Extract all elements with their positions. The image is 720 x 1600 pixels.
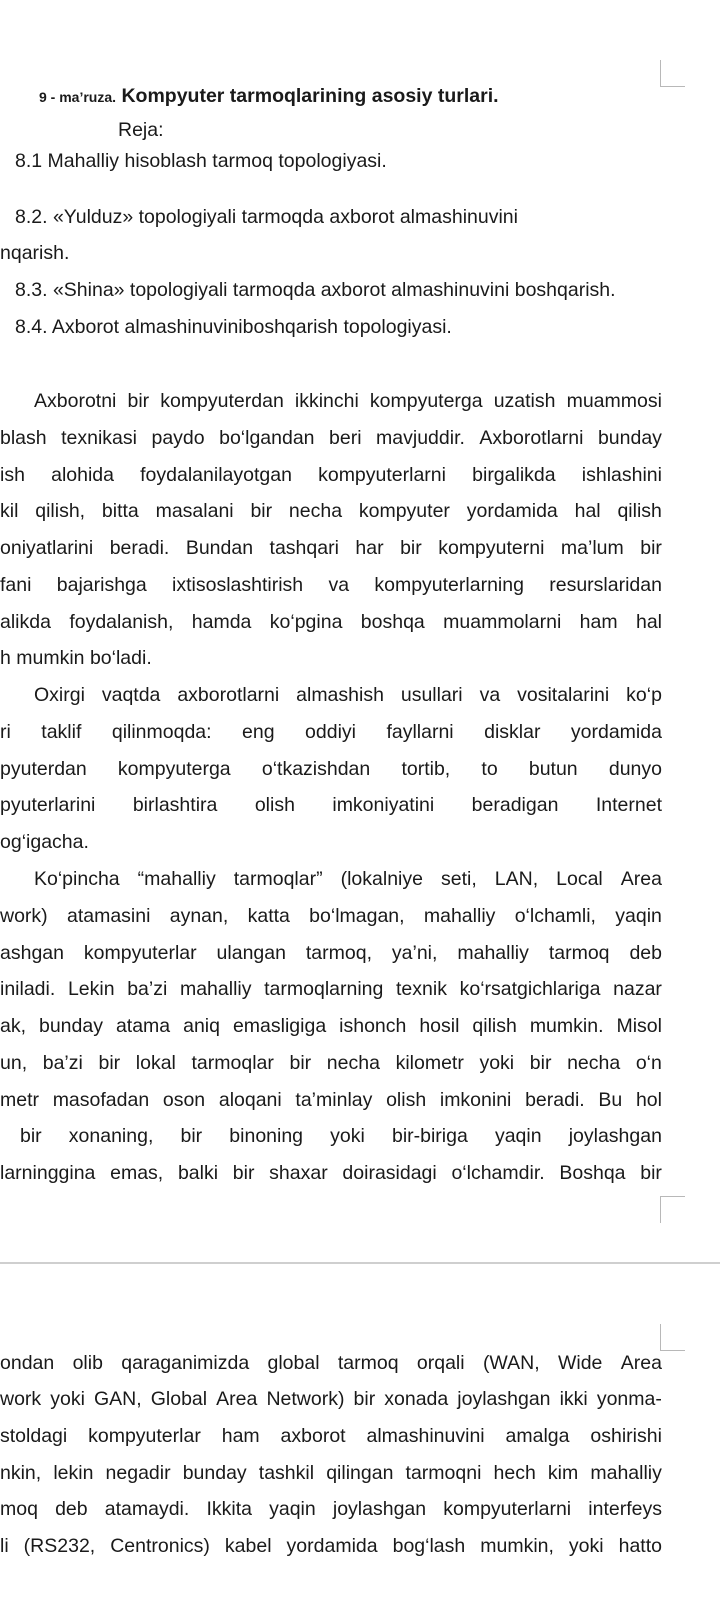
word: oddiyi (305, 721, 356, 743)
word: Centronics) (110, 1535, 210, 1557)
word: bir (289, 1052, 312, 1074)
word: muammosi (566, 390, 662, 412)
body-line (0, 609, 662, 635)
body-line (34, 388, 662, 414)
document-page-2 (0, 1264, 720, 1600)
word: mumkin, (480, 1535, 554, 1557)
word: alohida (51, 464, 114, 486)
body-line (0, 1050, 662, 1076)
word: to (481, 758, 498, 780)
word: aynan, (169, 905, 229, 927)
word: Bu (598, 1089, 623, 1111)
plan-item: 8.1 Mahalliy hisoblash tarmoq topologiyasi. (15, 150, 387, 172)
word: yaqin (494, 1125, 542, 1147)
word: Axborotlarni (479, 427, 584, 449)
word: Area (620, 1352, 662, 1374)
word: emasligiga (232, 1015, 327, 1037)
word: un, (0, 1052, 28, 1074)
word: va (479, 684, 501, 706)
word: kompyuterlar (88, 1425, 201, 1447)
plan-label: Reja: (118, 119, 164, 141)
word: negadir (105, 1462, 171, 1484)
word: metr (0, 1089, 39, 1111)
word: kompyuterga (117, 758, 231, 780)
word: joylashgan (568, 1125, 662, 1147)
body-line: h mumkin bo‘ladi. (0, 647, 152, 669)
word: kompyuterlarni (443, 1498, 572, 1520)
word: mavjuddir. (376, 427, 465, 449)
word: imkonini (439, 1089, 512, 1111)
word: global (267, 1352, 320, 1374)
word: bog‘lash (392, 1535, 466, 1557)
word: atamasini (66, 905, 151, 927)
word: work) (0, 905, 48, 927)
page-corner-mark (660, 1196, 685, 1223)
body-line (0, 1496, 662, 1522)
word: larninggina (0, 1162, 96, 1184)
word: necha (326, 1052, 380, 1074)
word: LAN, (494, 868, 539, 890)
word: bunday (38, 1015, 103, 1037)
word: joylashgan (332, 1498, 427, 1520)
word: Network) (266, 1388, 345, 1410)
word: fayllarni (386, 721, 454, 743)
word: xonada (384, 1388, 449, 1410)
word: hosil (419, 1015, 460, 1037)
word: seti, (440, 868, 477, 890)
word: ishlashini (581, 464, 662, 486)
word: foydalanilayotgan (140, 464, 292, 486)
word: tarmoqni (405, 1462, 482, 1484)
word: bir (250, 500, 273, 522)
word: axborotlarni (177, 684, 280, 706)
body-line (0, 756, 662, 782)
word: bir (98, 1052, 121, 1074)
word: hal (635, 611, 662, 633)
word: pyuterdan (0, 758, 87, 780)
lecture-number: 9 - ma’ruza. (39, 89, 117, 105)
word: binoning (229, 1125, 304, 1147)
word: ko‘p (626, 684, 662, 706)
body-line (0, 425, 662, 451)
plan-item: 8.4. Axborot almashinuviniboshqarish topologiyasi. (15, 316, 452, 338)
word: ba’zi (127, 978, 168, 1000)
word: o‘n (635, 1052, 662, 1074)
word: hal (574, 500, 601, 522)
word: almashish (296, 684, 384, 706)
word: necha (288, 500, 343, 522)
word: mahalliy (590, 1462, 662, 1484)
word: beradi. (525, 1089, 585, 1111)
word: mahalliy (179, 978, 252, 1000)
word: qilinmoqda: (111, 721, 212, 743)
word: atamaydi. (104, 1498, 190, 1520)
word: Area (620, 868, 662, 890)
word: kompyuterlar (83, 942, 197, 964)
word: tarmoqlar (191, 1052, 274, 1074)
word: texnik (396, 978, 447, 1000)
body-line (0, 1423, 662, 1449)
word: bo‘lgandan (219, 427, 315, 449)
word: tarmoqlar” (233, 868, 323, 890)
word: bunday (182, 1462, 247, 1484)
word: ham (221, 1425, 260, 1447)
page-corner-mark (660, 60, 685, 87)
body-line (0, 1533, 662, 1559)
word: lokal (135, 1052, 176, 1074)
word: deb (55, 1498, 88, 1520)
word: Boshqa (559, 1162, 626, 1184)
word: qilingan (326, 1462, 394, 1484)
word: tarmoq (337, 1352, 399, 1374)
word: Misol (616, 1015, 662, 1037)
word: yordamida (286, 1535, 378, 1557)
word: tarmoq (548, 942, 610, 964)
word: amalga (505, 1425, 570, 1447)
word: tarmoq, (305, 942, 372, 964)
word: yoki (50, 1388, 85, 1410)
body-line (0, 1386, 662, 1412)
word: Axborotni (34, 390, 117, 412)
word: texnikasi (61, 427, 137, 449)
word: tortib, (401, 758, 451, 780)
word: Local (556, 868, 603, 890)
word: va (328, 574, 350, 596)
word: li (0, 1535, 9, 1557)
word: qaraganimizda (121, 1352, 250, 1374)
word: taklif (41, 721, 82, 743)
page-corner-mark (660, 1324, 685, 1351)
word: bajarishga (56, 574, 147, 596)
word: o‘lchamli, (514, 905, 596, 927)
word: butun (528, 758, 578, 780)
word: Area (216, 1388, 258, 1410)
word: oniyatlarini (0, 537, 94, 559)
word: Bundan (185, 537, 254, 559)
word: bo‘lmagan, (309, 905, 405, 927)
word: olib (72, 1352, 103, 1374)
word: bir (180, 1125, 203, 1147)
word: bir (640, 1162, 662, 1184)
word: doirasidagi (342, 1162, 437, 1184)
word: o‘tkazishdan (261, 758, 371, 780)
word: Global (150, 1388, 208, 1410)
word: olish (254, 794, 295, 816)
word: bitta (101, 500, 139, 522)
word: xonaning, (68, 1125, 154, 1147)
word: Oxirgi (34, 684, 85, 706)
body-line: og‘igacha. (0, 831, 89, 853)
word: iniladi. (0, 978, 56, 1000)
word: bunday (597, 427, 662, 449)
body-line (0, 498, 662, 524)
word: ikki (559, 1388, 588, 1410)
word: ashgan (0, 942, 64, 964)
word: Ko‘pincha (34, 868, 120, 890)
word: qilish (617, 500, 662, 522)
word: o‘lchamdir. (451, 1162, 545, 1184)
word: interfeys (588, 1498, 662, 1520)
word: dunyo (608, 758, 662, 780)
body-line (0, 462, 662, 488)
body-line (0, 572, 662, 598)
word: ish (0, 464, 25, 486)
word: boshqa (360, 611, 425, 633)
word: almashinuvini (366, 1425, 485, 1447)
word: alikda (0, 611, 51, 633)
word: ta’minlay (295, 1089, 373, 1111)
word: ak, (0, 1015, 27, 1037)
word: kompyuterga (369, 390, 483, 412)
body-line (0, 976, 662, 1002)
word: pyuterlarini (0, 794, 96, 816)
word: mahalliy (423, 905, 496, 927)
word: birgalikda (472, 464, 556, 486)
word: masalani (155, 500, 234, 522)
plan-item: 8.2. «Yulduz» topologiyali tarmoqda axborot almashinuvini (15, 206, 518, 228)
word: yonma- (596, 1388, 662, 1410)
word: joylashgan (457, 1388, 551, 1410)
body-line (0, 1013, 662, 1039)
word: Internet (595, 794, 662, 816)
word: bir (529, 1052, 552, 1074)
word: Lekin (67, 978, 115, 1000)
word: vositalarini (517, 684, 610, 706)
word: ulangan (216, 942, 286, 964)
word: kilometr (395, 1052, 464, 1074)
word: paydo (151, 427, 205, 449)
body-line (0, 792, 662, 818)
word: ba’zi (42, 1052, 83, 1074)
word: olish (386, 1089, 427, 1111)
word: ya’ni, (391, 942, 438, 964)
word: yaqin (269, 1498, 316, 1520)
word: kil (0, 500, 19, 522)
word: (lokalniye (340, 868, 423, 890)
word: nkin, (0, 1462, 42, 1484)
word: ma’lum (560, 537, 624, 559)
body-line (34, 866, 662, 892)
word: “mahalliy (137, 868, 216, 890)
word: bir (232, 1162, 255, 1184)
word: ixtisoslashtirish (172, 574, 304, 596)
word: bir (353, 1388, 376, 1410)
word: oshirishi (590, 1425, 662, 1447)
word: resurslaridan (549, 574, 662, 596)
word: tashkil (258, 1462, 315, 1484)
word: hol (635, 1089, 662, 1111)
body-line (0, 1350, 662, 1376)
word: hamda (191, 611, 252, 633)
word: uzatish (493, 390, 556, 412)
lecture-title (39, 83, 499, 109)
word: bir (400, 537, 422, 559)
word: vaqtda (101, 684, 161, 706)
word: ko‘rsatgichlariga (459, 978, 601, 1000)
word: kim (547, 1462, 579, 1484)
word: kompyuterlarning (374, 574, 524, 596)
word: har (355, 537, 384, 559)
word: bir (127, 390, 150, 412)
word: qilish, (35, 500, 86, 522)
word: disklar (484, 721, 541, 743)
word: moq (0, 1498, 38, 1520)
body-line (0, 719, 662, 745)
word: ri (0, 721, 11, 743)
word: nazar (613, 978, 662, 1000)
word: Wide (557, 1352, 603, 1374)
word: shaxar (269, 1162, 328, 1184)
word: qilish (472, 1015, 517, 1037)
body-line (0, 1160, 662, 1186)
word: kompyuter (358, 500, 450, 522)
word: kompyuterdan (160, 390, 284, 412)
body-line (0, 535, 662, 561)
word: yordamida (466, 500, 558, 522)
word: ko‘pgina (269, 611, 343, 633)
word: masofadan (52, 1089, 150, 1111)
word: aloqani (218, 1089, 282, 1111)
lecture-title-text: Kompyuter tarmoqlarining asosiy turlari. (121, 85, 499, 107)
body-line (0, 940, 662, 966)
plan-item: 8.3. «Shina» topologiyali tarmoqda axborot almashinuvini boshqarish. (15, 279, 616, 301)
word: kompyuterni (438, 537, 545, 559)
word: axborot (280, 1425, 346, 1447)
word: beri (329, 427, 362, 449)
word: hech (493, 1462, 536, 1484)
word: deb (629, 942, 662, 964)
word: beradigan (471, 794, 559, 816)
body-line (20, 1123, 662, 1149)
word: orqali (416, 1352, 465, 1374)
word: foydalanish, (69, 611, 174, 633)
word: tashqari (269, 537, 339, 559)
word: yaqin (615, 905, 662, 927)
word: stoldagi (0, 1425, 68, 1447)
body-line (0, 903, 662, 929)
plan-item-continuation: nqarish. (0, 242, 70, 264)
word: mumkin. (529, 1015, 604, 1037)
word: (RS232, (23, 1535, 96, 1557)
word: lekin (53, 1462, 94, 1484)
word: yoki (568, 1535, 604, 1557)
word: katta (247, 905, 290, 927)
word: blash (0, 427, 47, 449)
word: hatto (618, 1535, 662, 1557)
word: ikkinchi (294, 390, 359, 412)
word: mahalliy (457, 942, 529, 964)
word: kabel (224, 1535, 272, 1557)
body-line (34, 682, 662, 708)
body-line (0, 1087, 662, 1113)
word: work (0, 1388, 42, 1410)
word: bir (640, 537, 662, 559)
word: Ikkita (206, 1498, 252, 1520)
word: ishonch (339, 1015, 407, 1037)
word: yordamida (570, 721, 662, 743)
word: yoki (479, 1052, 515, 1074)
word: yoki (330, 1125, 365, 1147)
word: birlashtira (132, 794, 218, 816)
word: muammolarni (443, 611, 562, 633)
word: GAN, (93, 1388, 142, 1410)
word: necha (567, 1052, 621, 1074)
word: bir (20, 1125, 42, 1147)
word: usullari (400, 684, 463, 706)
word: emas, (110, 1162, 164, 1184)
word: beradi. (109, 537, 170, 559)
word: fani (0, 574, 32, 596)
body-line (0, 1460, 662, 1486)
word: balki (177, 1162, 219, 1184)
word: aniq (183, 1015, 220, 1037)
word: ondan (0, 1352, 55, 1374)
word: imkoniyatini (332, 794, 435, 816)
word: tarmoqlarning (264, 978, 384, 1000)
word: (WAN, (482, 1352, 540, 1374)
word: eng (242, 721, 275, 743)
word: bir-biriga (391, 1125, 468, 1147)
word: ham (579, 611, 618, 633)
word: oson (162, 1089, 206, 1111)
word: atama (115, 1015, 171, 1037)
word: kompyuterlarni (318, 464, 446, 486)
